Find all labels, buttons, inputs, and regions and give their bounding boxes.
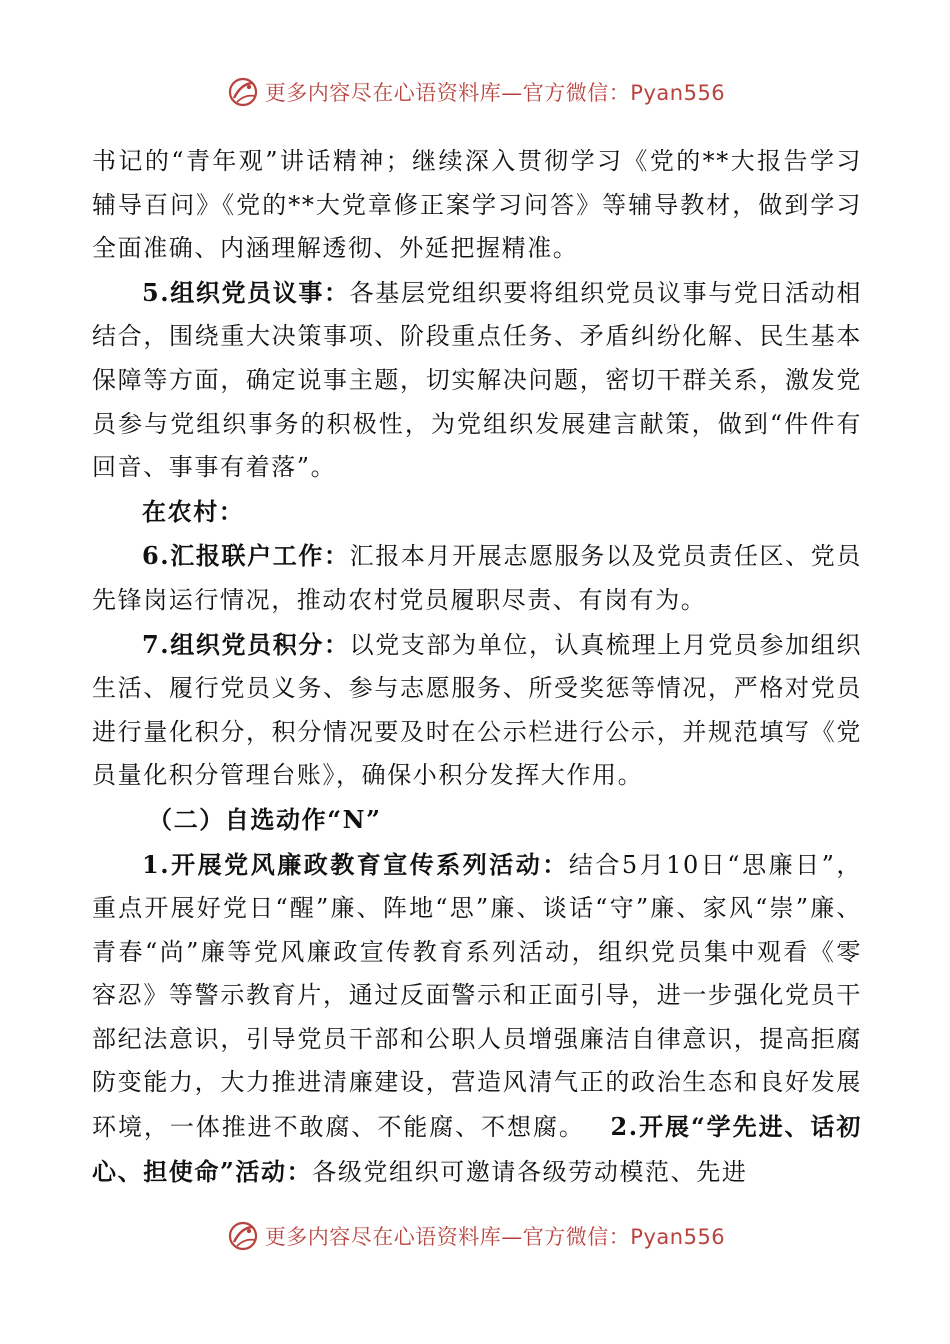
logo-icon: [225, 74, 261, 110]
item-heading: 6.汇报联户工作：: [142, 541, 350, 571]
paragraph-text: 汇报本月开展志愿服务以及党员责任区、党员先锋岗运行情况，推动农村党员履职尽责、有岗有为。: [92, 542, 862, 614]
paragraph-text: 各级党组织可邀请各级劳动模范、先进: [312, 1157, 748, 1186]
logo-icon: [225, 1218, 261, 1254]
header-banner: [0, 68, 950, 116]
paragraph-text: 书记的“青年观”讲话精神；继续深入贯彻学习《党的**大报告学习辅导百问》《党的**大党章修正案学习问答》等辅导教材，做到学习全面准确、内涵理解透彻、外延把握精准。: [92, 147, 862, 263]
section-heading: [92, 798, 862, 843]
footer-banner: [0, 1212, 950, 1260]
paragraph-text: 结合5月10日“思廉日”，重点开展好党日“醒”廉、阵地“思”廉、谈话“守”廉、家风“崇”廉、青春“尚”廉等党风廉政宣传教育系列活动，组织党员集中观看《零容忍》等警示教育片，通过反面警示和正面引导，进一步强化党员干部纪法意识，引导党员干部和公职人员增强廉洁自律意识，提高拒腐防变能力，大力推进清廉建设，营造风清气正的政治生态和良好发展环境，一体推进不敢腐、不能腐、不想腐。: [92, 850, 862, 1142]
paragraph-organize-discussion: [92, 271, 862, 490]
section-heading-text: （二）自选动作“N”: [148, 804, 382, 834]
item-heading: 1.开展党风廉政教育宣传系列活动：: [142, 849, 569, 879]
paragraph-text: 以党支部为单位，认真梳理上月党员参加组织生活、履行党员义务、参与志愿服务、所受奖惩等情况，严格对党员进行量化积分，积分情况要及时在公示栏进行公示，并规范填写《党员量化积分管理台账》，确保小积分发挥大作用。: [92, 630, 862, 790]
paragraph-text: 各基层党组织要将组织党员议事与党日活动相结合，围绕重大决策事项、阶段重点任务、矛盾纠纷化解、民生基本保障等方面，确定说事主题，切实解决问题，密切干群关系，激发党员参与党组织事务的积极性，为党组织发展建言献策，做到“件件有回音、事事有着落”。: [92, 278, 862, 482]
header-banner-text: 更多内容尽在心语资料库—官方微信：Pyan556: [264, 81, 726, 105]
paragraph-member-points: [92, 623, 862, 798]
paragraph-report-households: [92, 534, 862, 622]
paragraph-anticorruption: [92, 843, 862, 1195]
document-body: [92, 140, 862, 1194]
item-heading: 5.组织党员议事：: [142, 277, 350, 307]
footer-banner-text: 更多内容尽在心语资料库—官方微信：Pyan556: [264, 1225, 726, 1249]
item-heading: 2.开展“学先进、话初心、担使命”活动：: [92, 1112, 862, 1186]
item-heading: 在农村：: [142, 496, 245, 526]
subheading-rural: [92, 490, 862, 535]
paragraph-continuation: [92, 140, 862, 271]
item-heading: 7.组织党员积分：: [142, 629, 350, 659]
